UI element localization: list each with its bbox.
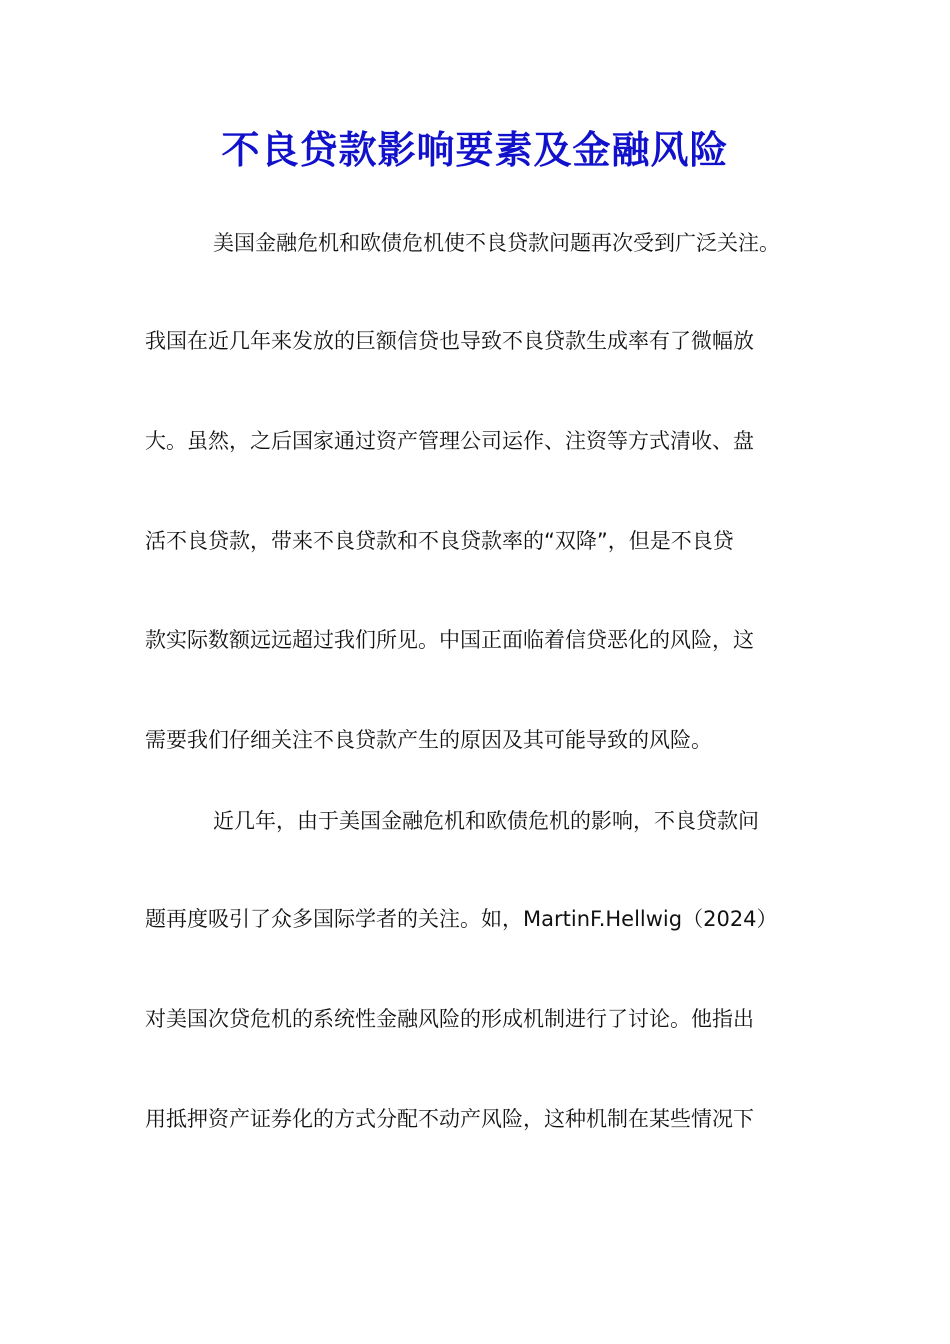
- paragraph-line-2: 我国在近几年来发放的巨额信贷也导致不良贷款生成率有了微幅放: [145, 329, 754, 353]
- document-title: 不良贷款影响要素及金融风险: [221, 127, 729, 172]
- paragraph-line-8: 题再度吸引了众多国际学者的关注。如，MartinF.Hellwig（2024）: [145, 907, 778, 931]
- paragraph-line-4: 活不良贷款，带来不良贷款和不良贷款率的“双降”，但是不良贷: [145, 529, 734, 553]
- paragraph-line-3: 大。虽然，之后国家通过资产管理公司运作、注资等方式清收、盘: [145, 429, 754, 453]
- paragraph-line-9: 对美国次贷危机的系统性金融风险的形成机制进行了讨论。他指出: [145, 1007, 754, 1031]
- paragraph-line-5: 款实际数额远远超过我们所见。中国正面临着信贷恶化的风险，这: [145, 628, 754, 652]
- paragraph-line-7: 近几年，由于美国金融危机和欧债危机的影响，不良贷款问: [213, 809, 759, 833]
- paragraph-line-10: 用抵押资产证券化的方式分配不动产风险，这种机制在某些情况下: [145, 1107, 754, 1131]
- paragraph-line-1: 美国金融危机和欧债危机使不良贷款问题再次受到广泛关注。: [213, 231, 780, 255]
- paragraph-line-6: 需要我们仔细关注不良贷款产生的原因及其可能导致的风险。: [145, 728, 712, 752]
